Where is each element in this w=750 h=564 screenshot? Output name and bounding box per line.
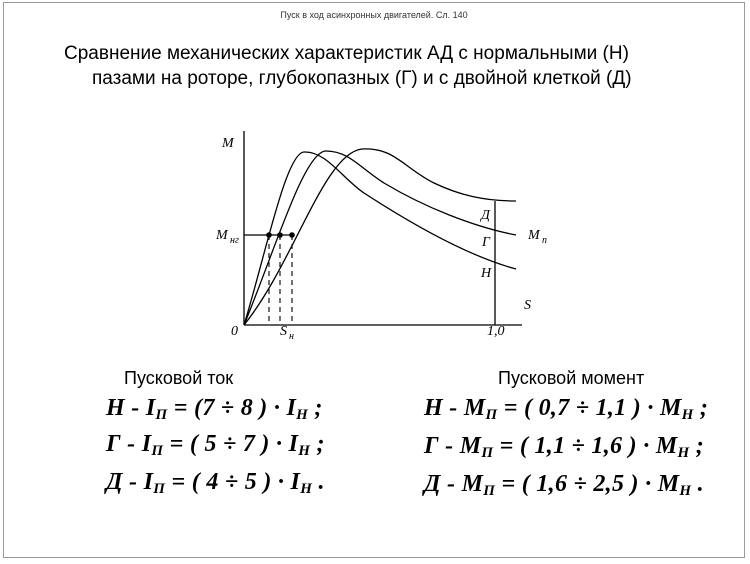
torque-formula-d: Д - $M_П$ = ( 1,6 ÷ 2,5 ) · $M_Н$ . — [424, 471, 704, 499]
curve-g-label: Г — [482, 235, 490, 250]
point-n — [266, 232, 272, 238]
title-line-2: пазами на роторе, глубокопазных (Г) и с двойной клеткой (Д) — [92, 68, 632, 89]
slide-header: Пуск в ход асинхронных двигателей. Сл. 140 — [280, 10, 468, 20]
s-n-label: S — [280, 324, 287, 339]
origin-label: 0 — [231, 324, 238, 339]
m-p-sub: п — [542, 235, 547, 246]
curve-d — [244, 149, 516, 325]
m-ng-label: M — [216, 228, 228, 243]
s-n-sub: н — [289, 331, 294, 342]
current-formula-g: Г - $I_П$ = ( 5 ÷ 7 ) · $I_Н$ ; — [106, 431, 325, 459]
curve-n — [244, 152, 516, 325]
current-formula-n: $Н - I_П = (7 \div 8$ ) · $I_Н$ ; — [106, 395, 323, 423]
torque-formula-n: Н - $M_П$ = ( 0,7 ÷ 1,1 ) · $M_Н$ ; — [424, 395, 709, 423]
point-d — [289, 232, 295, 238]
torque-formula-g: Г - $M_П$ = ( 1,1 ÷ 1,6 ) · $M_Н$ ; — [424, 433, 705, 461]
curve-d-label: Д — [481, 208, 490, 223]
title-line-1: Сравнение механических характеристик АД с нормальными (Н) — [64, 43, 629, 64]
point-g — [277, 232, 283, 238]
current-formula-d: Д - $I_П$ = ( 4 ÷ 5 ) · $I_Н$ . — [106, 469, 325, 497]
starting-torque-title: Пусковой момент — [498, 368, 645, 388]
slide — [3, 2, 745, 558]
curve-n-label: Н — [481, 266, 492, 281]
axis-x-label: S — [524, 298, 531, 313]
curve-g — [244, 151, 516, 325]
unit-slip-label: 1,0 — [487, 324, 505, 339]
m-ng-sub: нг — [230, 235, 239, 246]
m-p-label: M — [528, 228, 540, 243]
starting-current-title: Пусковой ток — [124, 368, 234, 388]
axis-y-label: M — [222, 136, 234, 151]
